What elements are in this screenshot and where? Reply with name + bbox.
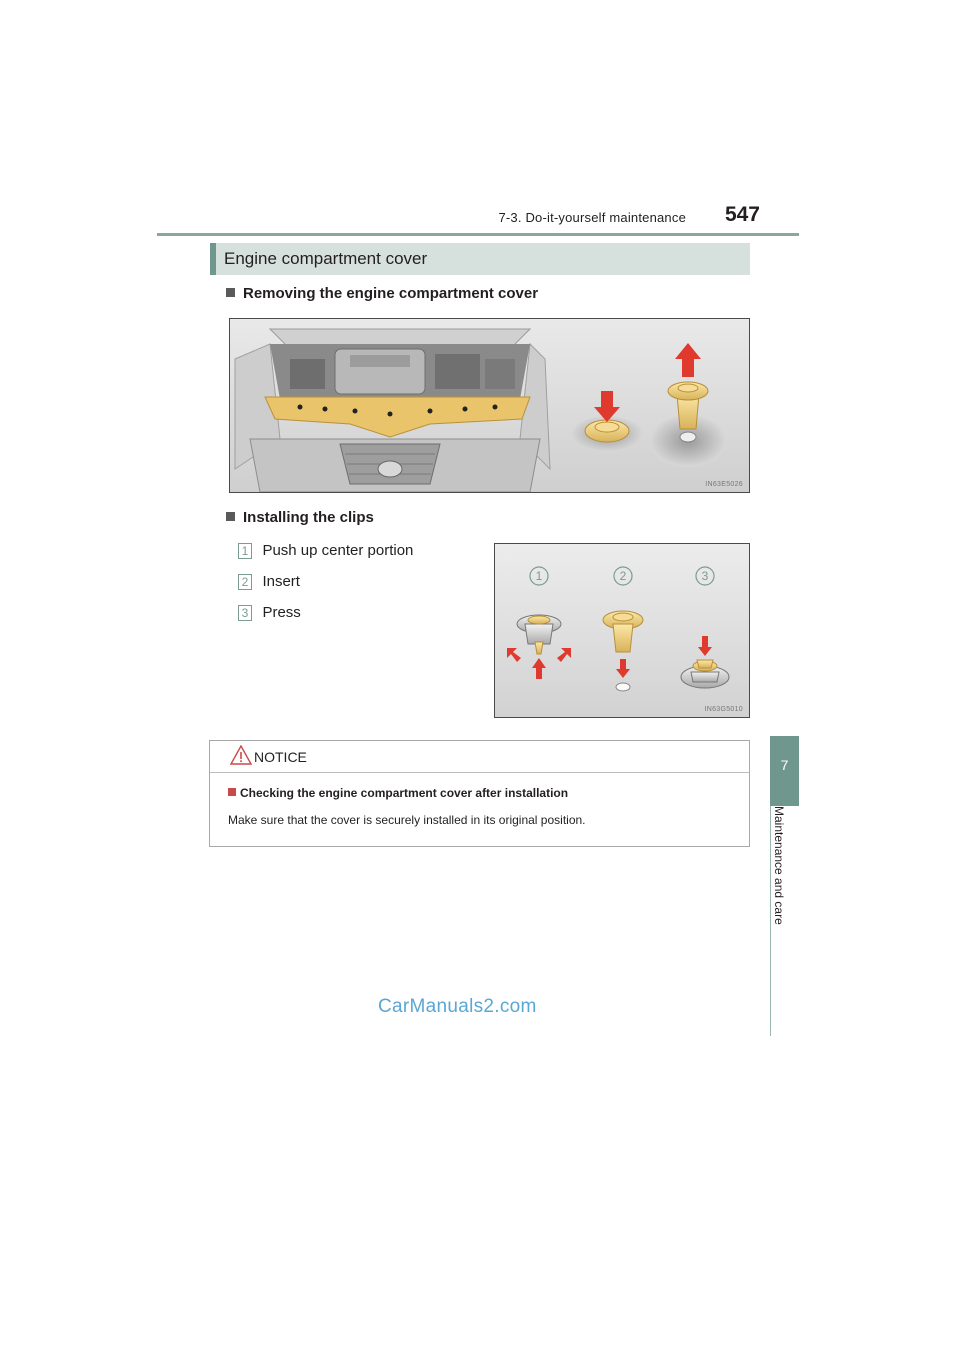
step-2 xyxy=(238,573,300,591)
engine-svg xyxy=(230,319,749,492)
warning-triangle-icon xyxy=(230,745,252,765)
step-3 xyxy=(238,604,301,622)
notice-subheading xyxy=(228,786,568,800)
square-bullet-icon xyxy=(226,512,235,521)
step-number-2: 2 xyxy=(238,574,252,590)
step-number-3: 3 xyxy=(238,605,252,621)
watermark: CarManuals2.com xyxy=(378,996,537,1017)
page-number: 547 xyxy=(724,203,760,226)
step-1 xyxy=(238,542,413,560)
header-rule xyxy=(157,233,799,236)
notice-box xyxy=(209,740,750,847)
notice-body: Make sure that the cover is securely installed in its original position. xyxy=(228,813,586,827)
image-code-installing: IN63G5010 xyxy=(704,706,743,713)
clip-svg xyxy=(495,544,749,717)
chapter-number: 7 xyxy=(780,757,789,773)
diagram-label-1: 1 xyxy=(535,569,543,583)
section-title: Engine compartment cover xyxy=(224,249,428,268)
subheading-installing-text: Installing the clips xyxy=(243,509,374,526)
square-bullet-icon xyxy=(228,788,236,796)
step-label-1: Push up center portion xyxy=(262,542,414,559)
step-label-2: Insert xyxy=(262,573,300,590)
diagram-label-3: 3 xyxy=(701,569,709,583)
clip-install-illustration xyxy=(494,543,750,718)
image-code-removing: IN63E5026 xyxy=(705,481,743,488)
subheading-installing xyxy=(226,509,374,526)
square-bullet-icon xyxy=(226,288,235,297)
step-number-1: 1 xyxy=(238,543,252,559)
chapter-label-text: Maintenance and care xyxy=(772,806,786,925)
diagram-label-2: 2 xyxy=(619,569,627,583)
step-label-3: Press xyxy=(262,604,301,621)
notice-header xyxy=(210,741,749,773)
running-header-section: 7-3. Do-it-yourself maintenance xyxy=(498,210,686,225)
subheading-removing-text: Removing the engine compartment cover xyxy=(243,285,539,302)
engine-compartment-illustration xyxy=(229,318,750,493)
notice-subheading-text: Checking the engine compartment cover after installation xyxy=(240,786,569,800)
section-header xyxy=(210,243,750,275)
subheading-removing xyxy=(226,285,538,302)
notice-title: NOTICE xyxy=(254,749,307,765)
